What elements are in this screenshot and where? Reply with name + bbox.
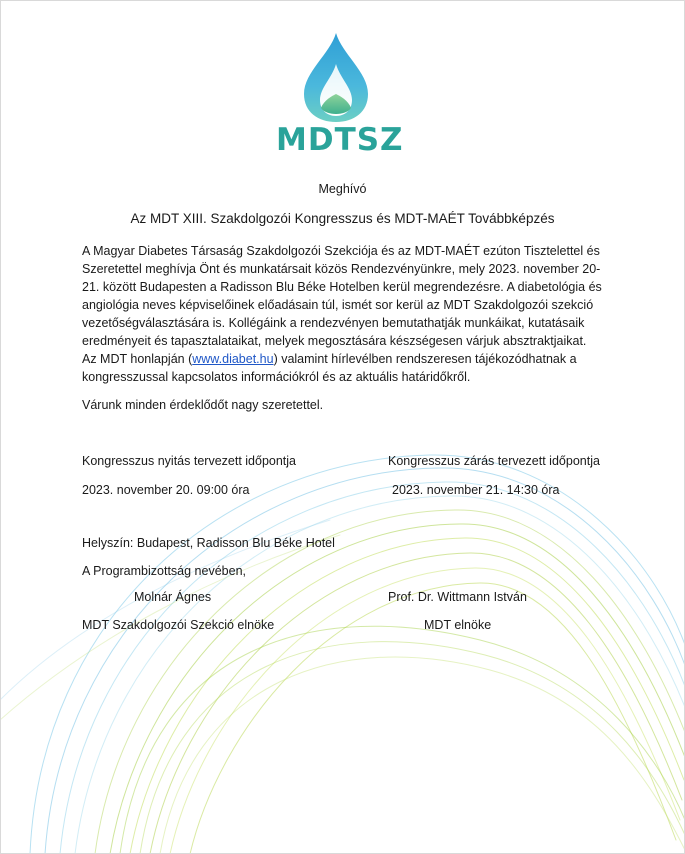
closing-label: Kongresszus zárás tervezett időpontja (388, 454, 600, 468)
signatory-1-name: Molnár Ágnes (134, 590, 212, 604)
signatory-2-name: Prof. Dr. Wittmann István (388, 590, 527, 604)
intro-line: vezetőségválasztására is. Kollégáink a rendezvényen bemutathatják munkáikat, kutatásaik (82, 316, 585, 330)
intro-line: angiológia neves képviselőinek előadásain túl, ismét sor kerül az MDT Szakdolgozói szekció (82, 298, 594, 312)
intro-line: eredményeit és tapasztalataikat, melyek megosztására készségesen várjuk absztraktjaikat. (82, 334, 587, 348)
intro-line: Szeretettel meghívja Önt és munkatársait közös Rendezvényünkre, mely 2023. november 20- (82, 262, 601, 276)
intro-line (82, 350, 577, 368)
event-title: Az MDT XIII. Szakdolgozói Kongresszus és MDT-MAÉT Továbbképzés (130, 211, 555, 226)
opening-time: 2023. november 20. 09:00 óra (82, 483, 250, 497)
intro-text: Az MDT honlapján ( (82, 352, 193, 366)
intro-line: kongresszussal kapcsolatos információkról és az aktuális határidőkről. (82, 370, 471, 384)
on-behalf-line: A Programbizottság nevében, (82, 564, 246, 578)
intro-text: ) valamint hírlevélben rendszeresen tájékozódhatnak a (273, 352, 577, 366)
venue: Helyszín: Budapest, Radisson Blu Béke Hotel (82, 536, 335, 550)
intro-line: 21. között Budapesten a Radisson Blu Béke Hotelben kerül megrendezésre. A diabetológia és (82, 280, 602, 294)
intro-line: A Magyar Diabetes Társaság Szakdolgozói Szekciója és az MDT-MAÉT ezúton Tisztelettel és (82, 244, 600, 258)
signatory-2-role: MDT elnöke (424, 618, 492, 632)
invitation-heading: Meghívó (318, 182, 367, 196)
signatory-1-role: MDT Szakdolgozói Szekció elnöke (82, 618, 275, 632)
opening-label: Kongresszus nyitás tervezett időpontja (82, 454, 297, 468)
welcome-line: Várunk minden érdeklődőt nagy szeretettel. (82, 398, 324, 412)
mdtsz-logo (276, 30, 404, 160)
drop-flame-icon (276, 30, 396, 125)
website-link[interactable]: www.diabet.hu (192, 352, 274, 366)
closing-time: 2023. november 21. 14:30 óra (392, 483, 560, 497)
logo-text: MDTSZ (276, 122, 404, 158)
